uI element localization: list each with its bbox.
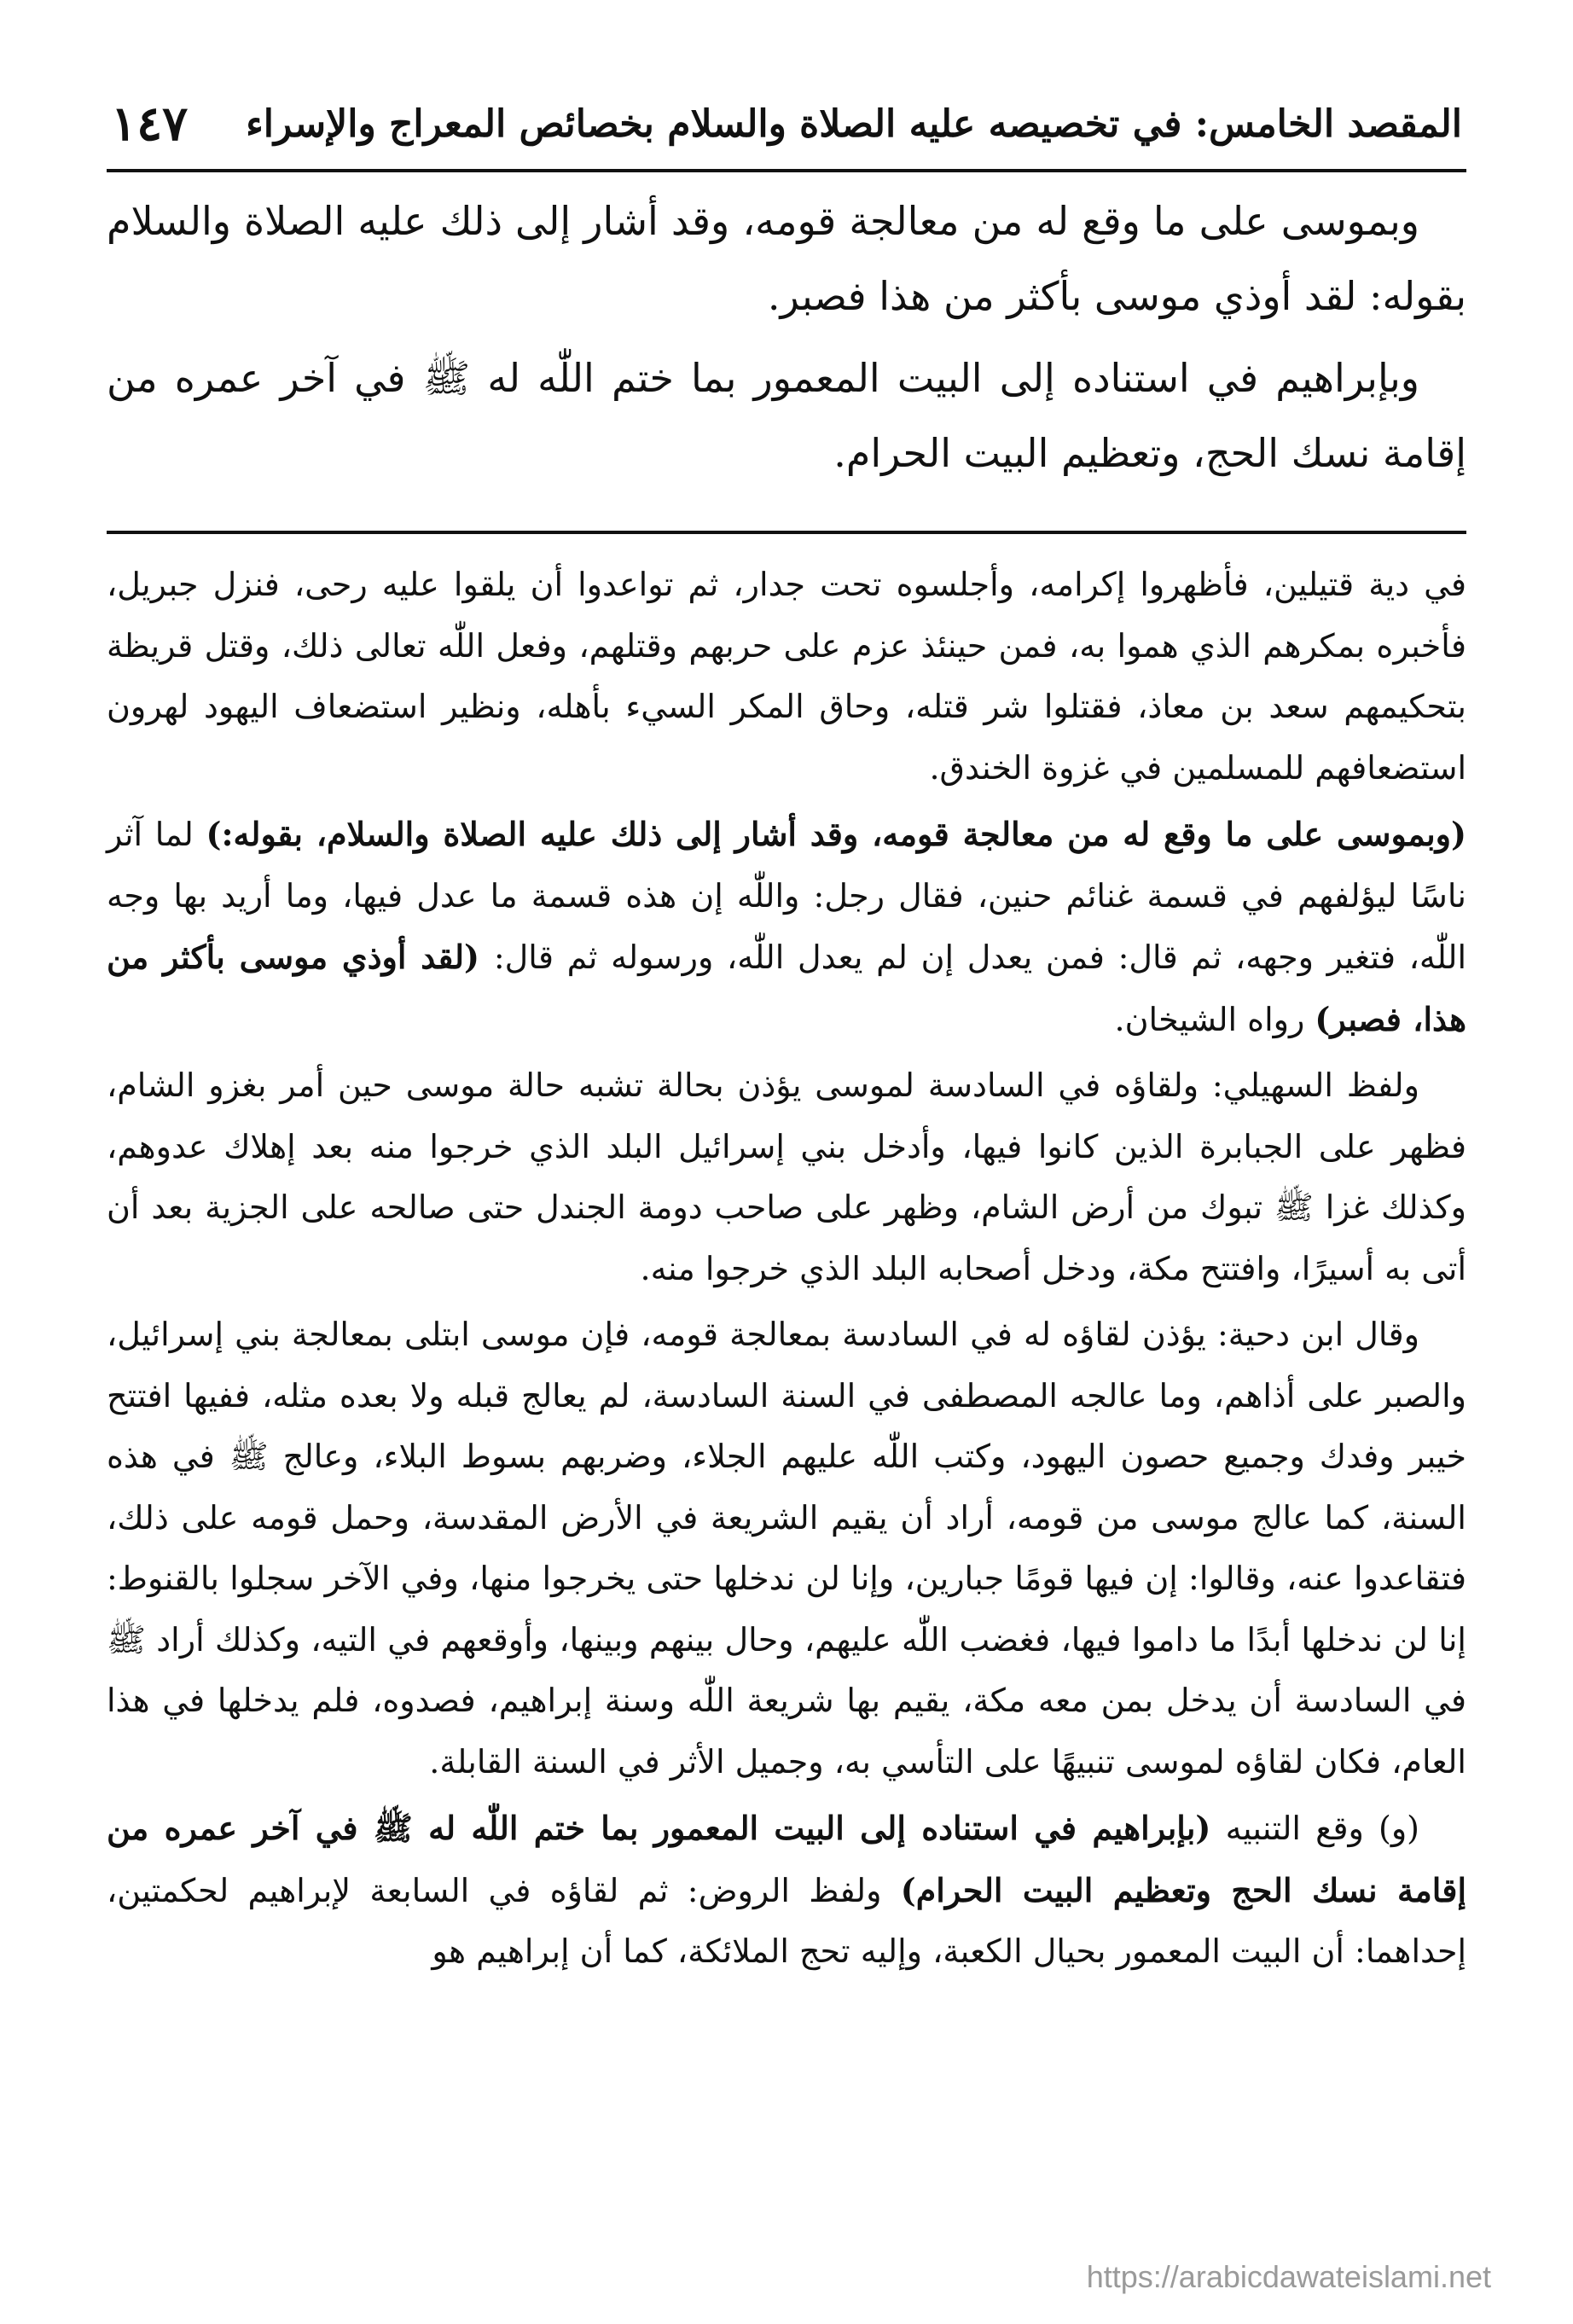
running-title: المقصد الخامس: في تخصيصه عليه الصلاة والسلام بخصائص المعراج والإسراء <box>246 102 1462 146</box>
footnote-separator <box>107 531 1466 534</box>
commentary-text: لما آثر ناسًا ليؤلفهم في قسمة غنائم حنين، فقال رجل: واللّٰه إن هذه قسمة ما عدل فيها، وما أريد بها وجه اللّٰه، فتغير وجهه، ثم قال: فمن يعدل إن لم يعدل اللّٰه، ورسوله ثم قال: <box>107 816 1467 976</box>
commentary-paragraph <box>107 1798 1466 1983</box>
commentary-text: ولفظ الروض: ثم لقاؤه في السابعة لإبراهيم لحكمتين، إحداهما: أن البيت المعمور بحيال الكعبة، وإليه تحج الملائكة، كما أن إبراهيم هو <box>107 1871 1466 1970</box>
page-number: ١٤٧ <box>111 96 189 152</box>
quoted-matn: (وبموسى على ما وقع له من معالجة قومه، وقد أشار إلى ذلك عليه الصلاة والسلام، بقوله:) <box>206 815 1467 853</box>
hadith-quote: (لقد أوذي موسى بأكثر من هذا، فصبر) <box>107 938 1466 1038</box>
page-header <box>111 90 1462 158</box>
watermark-url: https://arabicdawateislami.net <box>1086 2259 1491 2294</box>
commentary-paragraph <box>107 804 1466 1050</box>
commentary-text: (و) وقع التنبيه <box>1210 1810 1419 1847</box>
commentary-paragraph: وقال ابن دحية: يؤذن لقاؤه له في السادسة بمعالجة قومه، فإن موسى ابتلى بمعالجة بني إسرائيل، والصبر على أذاهم، وما عالجه المصطفى في السنة السادسة، لم يعالج قبله ولا بعده مثله، ففيها افتتح خيبر وفدك وجميع حصون اليهود، وكتب اللّٰه عليهم الجلاء، وضربهم بسوط البلاء، وعالج ﷺ في هذه السنة، كما عالج موسى من قومه، أراد أن يقيم الشريعة في الأرض المقدسة، وحمل قومه على ذلك، فتقاعدوا عنه، وقالوا: إن فيها قومًا جبارين، وإنا لن ندخلها حتى يخرجوا منها، وفي الآخر سجلوا بالقنوط: إنا لن ندخلها أبدًا ما داموا فيها، فغضب اللّٰه عليهم، وحال بينهم وبينها، وأوقعهم في التيه، وكذلك أراد ﷺ في السادسة أن يدخل بمن معه مكة، يقيم بها شريعة اللّٰه وسنة إبراهيم، فصدوه، فلم يدخلها في هذا العام، فكان لقاؤه لموسى تنبيهًا على التأسي به، وجميل الأثر في السنة القابلة. <box>107 1316 1466 1781</box>
main-paragraph: وبموسى على ما وقع له من معالجة قومه، وقد أشار إلى ذلك عليه الصلاة والسلام بقوله: لقد أوذي موسى بأكثر من هذا فصبر. <box>107 198 1466 319</box>
main-paragraph: وبإبراهيم في استناده إلى البيت المعمور بما ختم اللّٰه له ﷺ في آخر عمره من إقامة نسك الحج، وتعظيم البيت الحرام. <box>107 355 1466 476</box>
header-rule <box>107 169 1466 172</box>
commentary-text: رواه الشيخان. <box>1114 1000 1315 1038</box>
commentary-paragraph: ولفظ السهيلي: ولقاؤه في السادسة لموسى يؤذن بحالة تشبه حالة موسى حين أمر بغزو الشام، فظهر على الجبابرة الذين كانوا فيها، وأدخل بني إسرائيل البلد الذي خرجوا منه بعد إهلاك عدوهم، وكذلك غزا ﷺ تبوك من أرض الشام، وظهر على صاحب دومة الجندل حتى صالحه على الجزية بعد أن أتى به أسيرًا، وافتتح مكة، ودخل أصحابه البلد الذي خرجوا منه. <box>107 1066 1466 1287</box>
quoted-matn: (بإبراهيم في استناده إلى البيت المعمور بما ختم اللّٰه له ﷺ في آخر عمره من إقامة نسك الحج وتعظيم البيت الحرام) <box>107 1809 1467 1909</box>
commentary-paragraph: في دية قتيلين، فأظهروا إكرامه، وأجلسوه تحت جدار، ثم تواعدوا أن يلقوا عليه رحى، فنزل جبريل، فأخبره بمكرهم الذي هموا به، فمن حينئذ عزم على حربهم وقتلهم، وفعل اللّٰه تعالى ذلك، وقتل قريظة بتحكيمهم سعد بن معاذ، فقتلوا شر قتله، وحاق المكر السيء بأهله، ونظير استضعاف اليهود لهرون استضعافهم للمسلمين في غزوة الخندق. <box>107 566 1466 787</box>
commentary <box>107 555 1466 1988</box>
main-text <box>107 183 1466 497</box>
